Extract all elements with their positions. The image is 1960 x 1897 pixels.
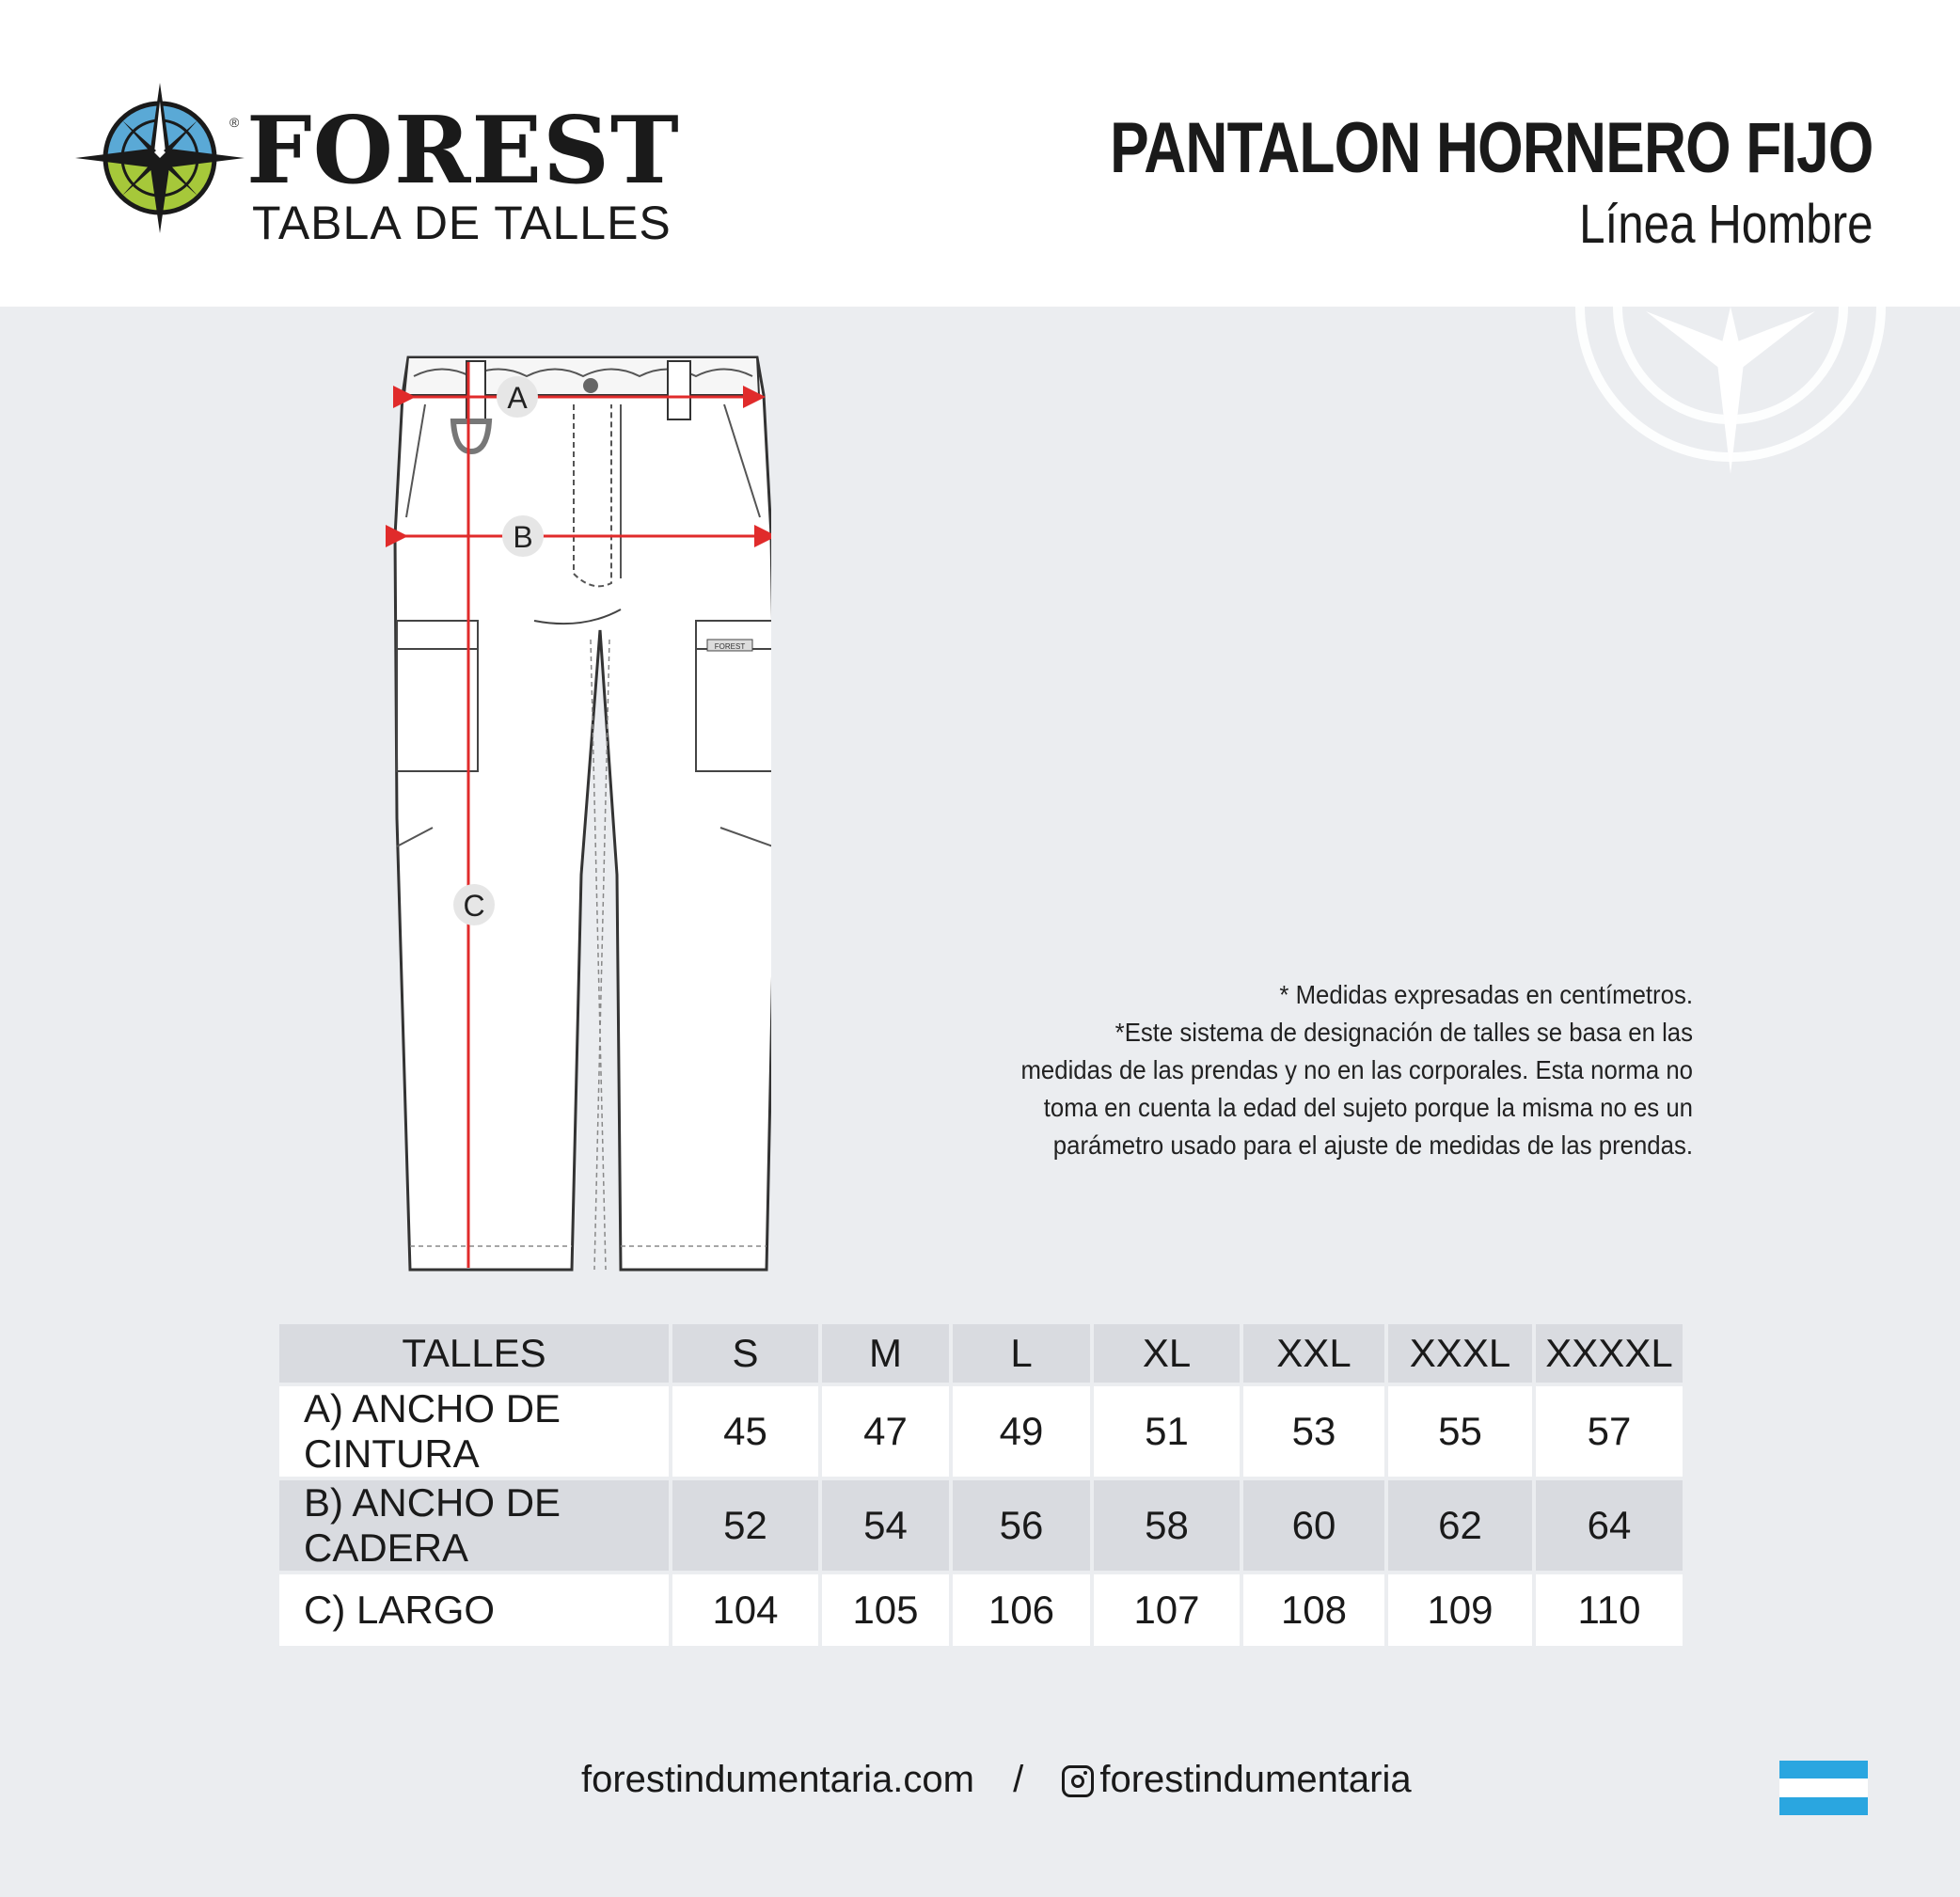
instagram-handle[interactable]: forestindumentaria <box>1099 1759 1412 1800</box>
measure-label-c: C <box>463 889 485 923</box>
header-cell: XXL <box>1243 1324 1384 1383</box>
product-title: PANTALON HORNERO FIJO <box>1110 108 1873 188</box>
pants-diagram <box>386 348 771 1279</box>
header-cell: XL <box>1094 1324 1240 1383</box>
registered-mark: ® <box>229 115 240 130</box>
note-line: parámetro usado para el ajuste de medidas de las prendas. <box>1052 1130 1693 1160</box>
table-cell: 107 <box>1094 1574 1240 1646</box>
table-cell: 51 <box>1094 1386 1240 1477</box>
measure-label-a: A <box>507 381 528 415</box>
table-cell: 109 <box>1388 1574 1532 1646</box>
table-cell: 60 <box>1243 1480 1384 1571</box>
table-cell: 58 <box>1094 1480 1240 1571</box>
website-link[interactable]: forestindumentaria.com <box>581 1759 974 1800</box>
table-cell: 64 <box>1536 1480 1683 1571</box>
table-row <box>279 1386 1683 1477</box>
table-cell: 105 <box>822 1574 949 1646</box>
table-cell: 47 <box>822 1386 949 1477</box>
instagram-icon <box>1062 1765 1094 1797</box>
table-cell: 108 <box>1243 1574 1384 1646</box>
header-cell: XXXXL <box>1536 1324 1683 1383</box>
argentina-flag-icon <box>1779 1761 1868 1815</box>
table-cell: 54 <box>822 1480 949 1571</box>
pants-outline <box>395 357 771 1270</box>
header-cell: XXXL <box>1388 1324 1532 1383</box>
table-cell: 57 <box>1536 1386 1683 1477</box>
table-cell: 45 <box>672 1386 818 1477</box>
footer-separator: / <box>1013 1759 1024 1800</box>
table-cell: 55 <box>1388 1386 1532 1477</box>
header <box>0 0 1960 307</box>
header-cell: S <box>672 1324 818 1383</box>
product-line: Línea Hombre <box>1579 194 1873 255</box>
table-cell: 53 <box>1243 1386 1384 1477</box>
row-label: C) LARGO <box>279 1574 669 1646</box>
size-table-header <box>279 1324 1683 1383</box>
row-label: A) ANCHO DE CINTURA <box>279 1386 669 1477</box>
table-cell: 62 <box>1388 1480 1532 1571</box>
note-line: medidas de las prendas y no en las corporales. Esta norma no <box>1020 1055 1693 1084</box>
header-cell: M <box>822 1324 949 1383</box>
brand-subtitle: TABLA DE TALLES <box>252 197 672 249</box>
header-cell: L <box>953 1324 1090 1383</box>
table-row <box>279 1574 1683 1646</box>
size-notes <box>984 976 1693 1164</box>
pocket-tag-text: FOREST <box>714 642 746 651</box>
note-line: *Este sistema de designación de talles se basa en las <box>1114 1018 1693 1047</box>
measure-label-b: B <box>513 520 533 554</box>
brand-name: FOREST <box>246 97 680 205</box>
background-compass-icon <box>1571 307 1890 476</box>
table-cell: 49 <box>953 1386 1090 1477</box>
table-row <box>279 1480 1683 1571</box>
size-table <box>276 1320 1686 1650</box>
table-cell: 52 <box>672 1480 818 1571</box>
compass-logo-icon <box>75 83 245 233</box>
table-cell: 104 <box>672 1574 818 1646</box>
table-cell: 106 <box>953 1574 1090 1646</box>
note-line: toma en cuenta la edad del sujeto porque la misma no es un <box>1043 1093 1693 1122</box>
row-label: B) ANCHO DE CADERA <box>279 1480 669 1571</box>
table-cell: 110 <box>1536 1574 1683 1646</box>
header-cell: TALLES <box>279 1324 669 1383</box>
table-cell: 56 <box>953 1480 1090 1571</box>
note-line: * Medidas expresadas en centímetros. <box>1279 980 1693 1009</box>
